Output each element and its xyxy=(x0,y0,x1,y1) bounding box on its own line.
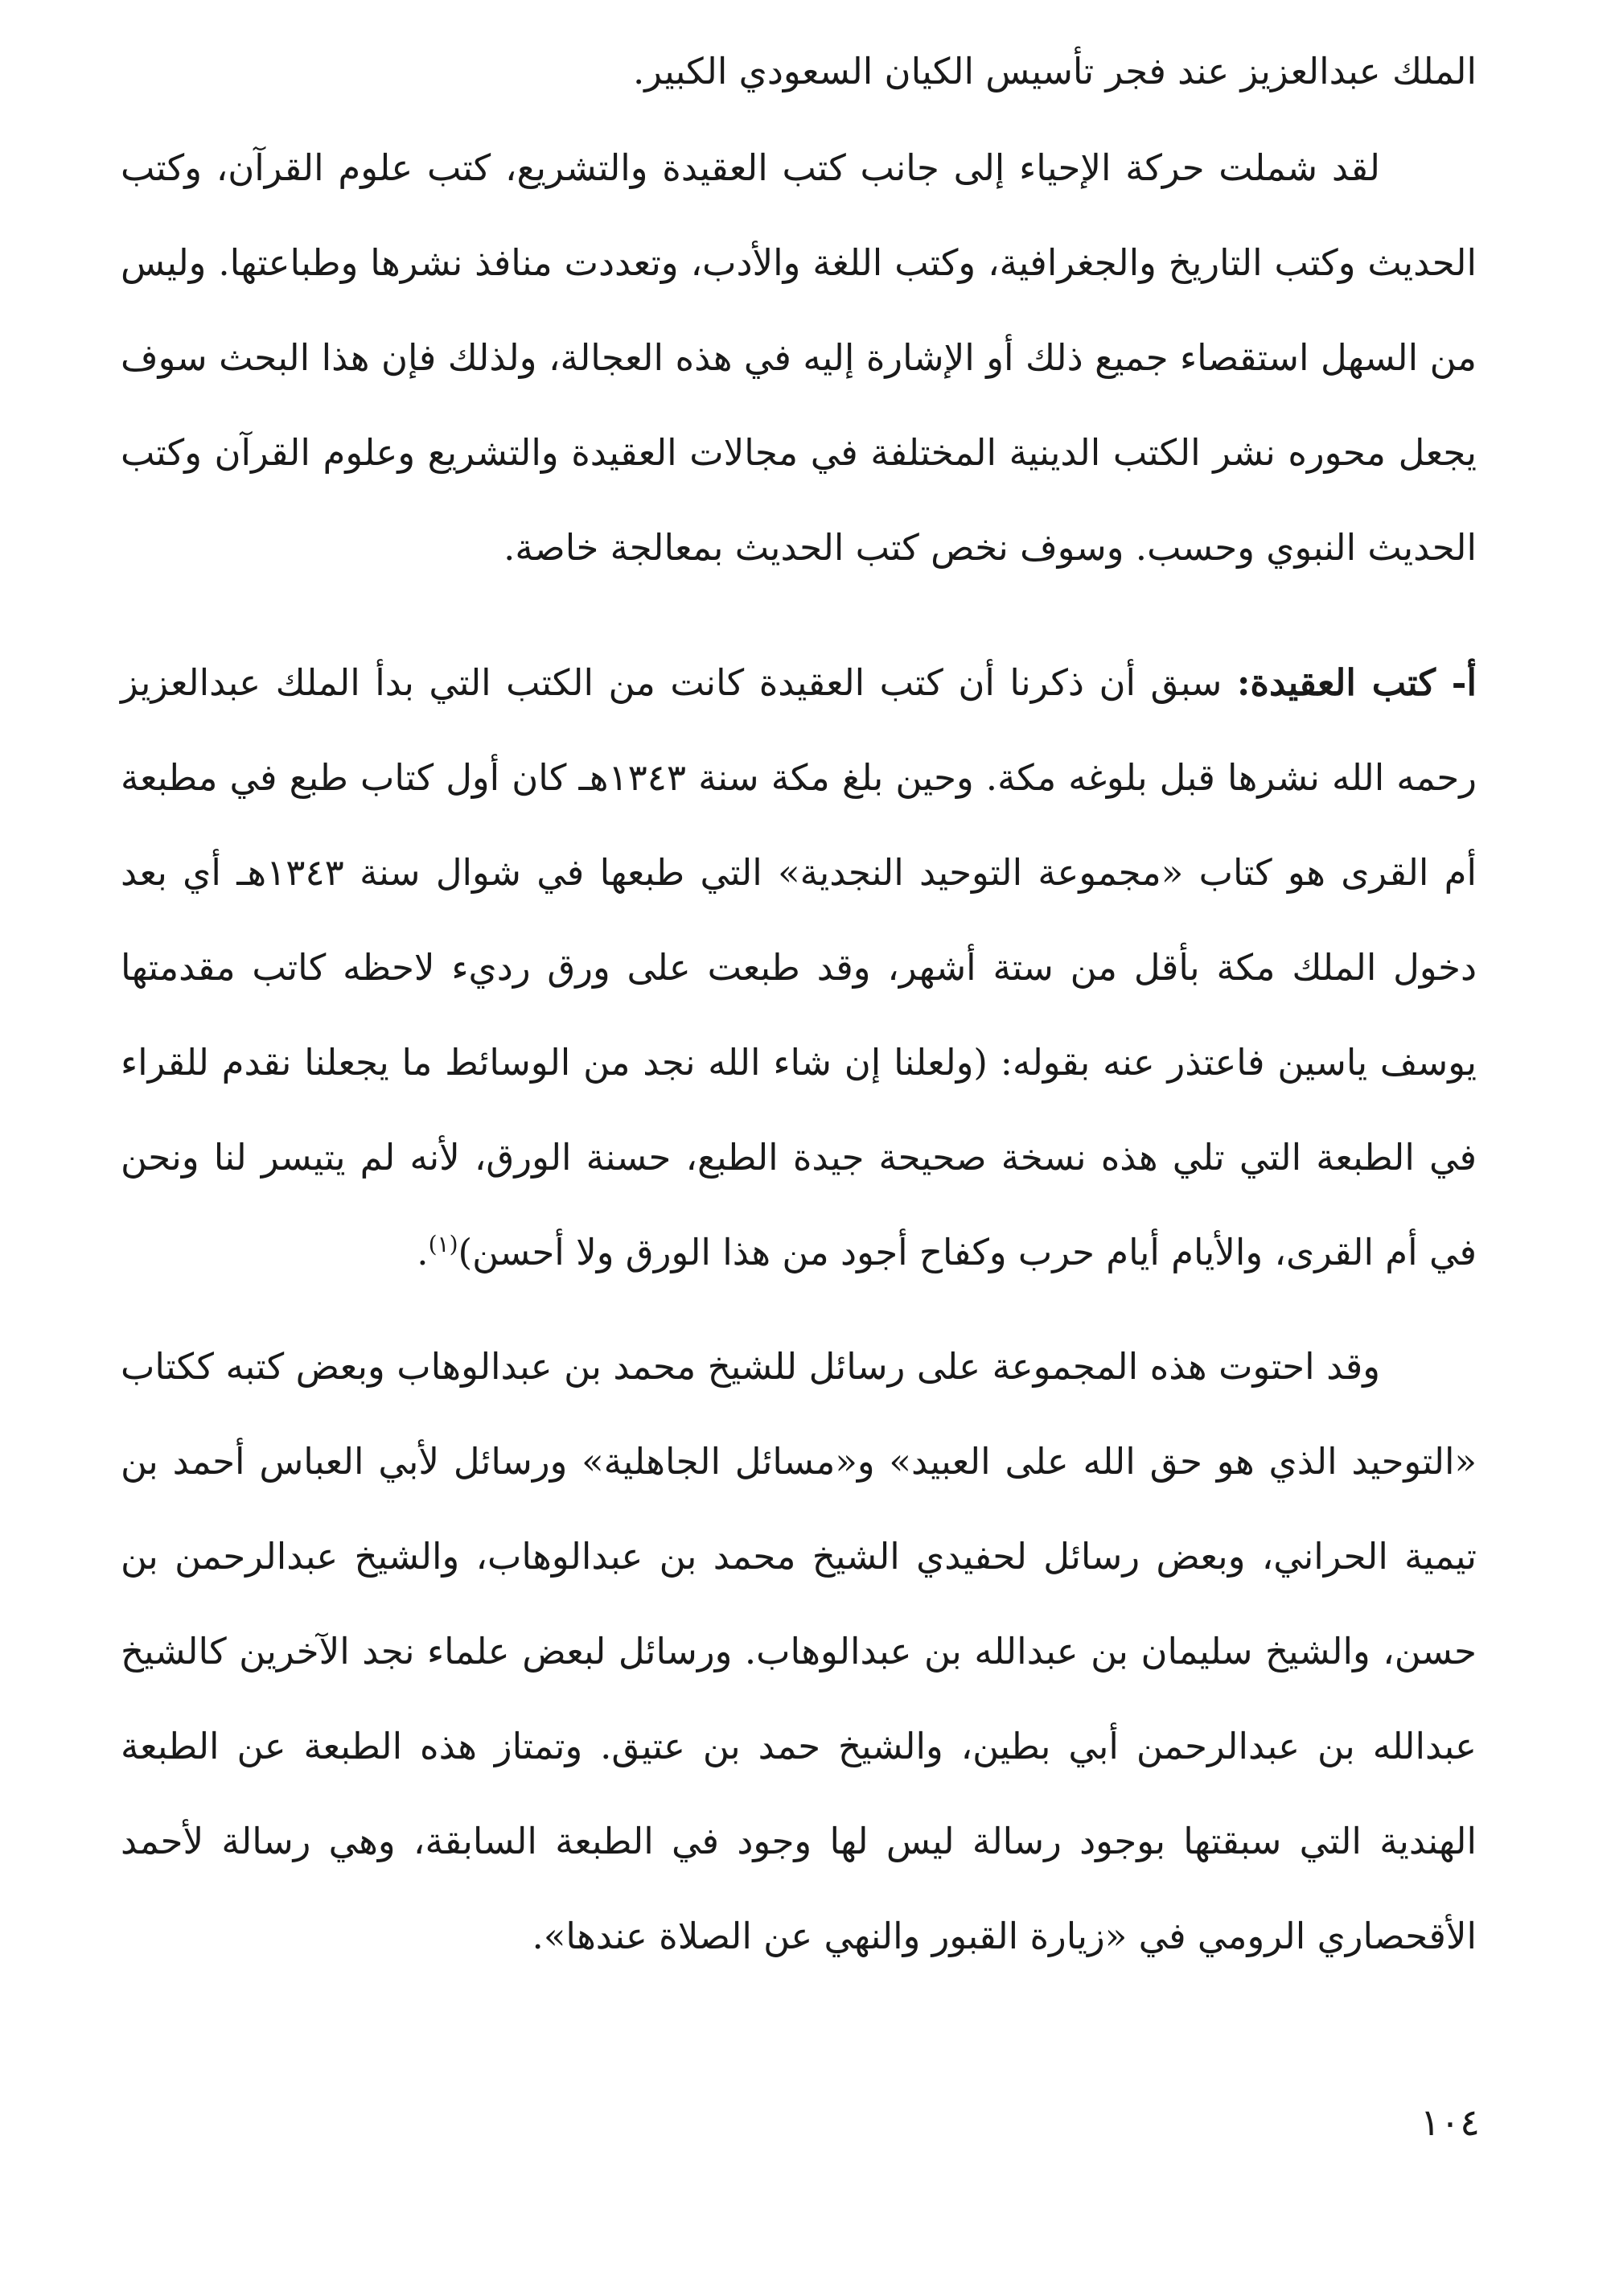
paragraph-collection-contents: وقد احتوت هذه المجموعة على رسائل للشيخ محمد بن عبدالوهاب وبعض كتبه ككتاب «التوحيد الذي هو حق الله على العبيد» و«مسائل الجاهلية» ورسائل لأبي العباس أحمد بن تيمية الحراني، وبعض رسائل لحفيدي الشيخ محمد بن عبدالوهاب، والشيخ عبدالرحمن بن حسن، والشيخ سليمان بن عبدالله بن عبدالوهاب. ورسائل لبعض علماء نجد الآخرين كالشيخ عبدالله بن عبدالرحمن أبي بطين، والشيخ حمد بن عتيق. وتمتاز هذه الطبعة عن الطبعة الهندية التي سبقتها بوجود رسالة ليس لها وجود في الطبعة السابقة، وهي رسالة لأحمد الأقحصاري الرومي في «زيارة القبور والنهي عن الصلاة عندها». xyxy=(121,1345,1477,1957)
paragraph-revival-movement: لقد شملت حركة الإحياء إلى جانب كتب العقيدة والتشريع، كتب علوم القرآن، وكتب الحديث وكتب التاريخ والجغرافية، وكتب اللغة والأدب، وتعددت منافذ نشرها وطباعتها. وليس من السهل استقصاء جميع ذلك أو الإشارة إليه في هذه العجالة، ولذلك فإن هذا البحث سوف يجعل محوره نشر الكتب الدينية المختلفة في مجالات العقيدة والتشريع وعلوم القرآن وكتب الحديث النبوي وحسب. وسوف نخص كتب الحديث بمعالجة خاصة. xyxy=(121,146,1477,569)
page-number: ١٠٤ xyxy=(1420,2101,1480,2144)
paragraph-creed-books-end: . xyxy=(417,1231,429,1273)
footnote-reference: (١) xyxy=(428,1231,458,1257)
section-heading-creed-books: أ- كتب العقيدة: xyxy=(1236,661,1477,704)
continuation-line: الملك عبدالعزيز عند فجر تأسيس الكيان السعودي الكبير. xyxy=(633,50,1477,93)
paragraph-creed-books-body: سبق أن ذكرنا أن كتب العقيدة كانت من الكتب التي بدأ الملك عبدالعزيز رحمه الله نشرها قبل بلوغه مكة. وحين بلغ مكة سنة ١٣٤٣هـ كان أول كتاب طبع في مطبعة أم القرى هو كتاب «مجموعة التوحيد النجدية» التي طبعها في شوال سنة ١٣٤٣هـ أي بعد دخول الملك مكة بأقل من ستة أشهر، وقد طبعت على ورق رديء لاحظه كاتب مقدمتها يوسف ياسين فاعتذر عنه بقوله: (ولعلنا إن شاء الله نجد من الوسائط ما يجعلنا نقدم للقراء في الطبعة التي تلي هذه نسخة صحيحة جيدة الطبع، حسنة الورق، لأنه لم يتيسر لنا ونحن في أم القرى، والأيام أيام حرب وكفاح أجود من هذا الورق ولا أحسن) xyxy=(121,661,1477,1273)
paragraph-creed-books xyxy=(121,636,1477,1300)
